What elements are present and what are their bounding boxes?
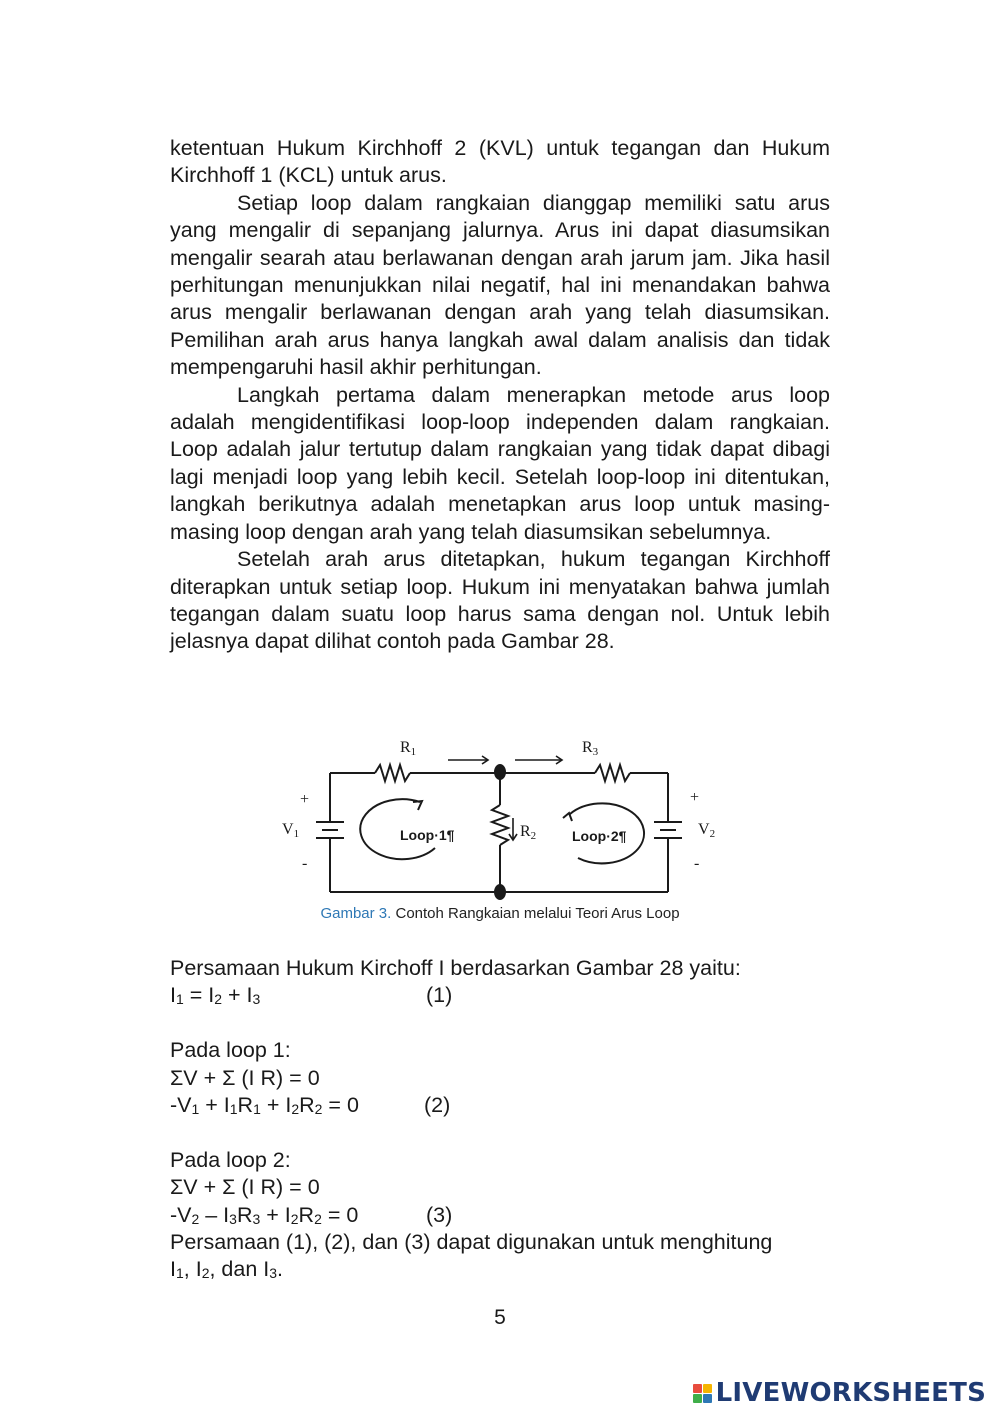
battery-v2 bbox=[654, 822, 682, 838]
loop1-arrow-head bbox=[413, 801, 422, 810]
junction-node bbox=[494, 884, 506, 900]
loop1-title: Pada loop 1: bbox=[170, 1038, 291, 1063]
page-number: 5 bbox=[494, 1306, 506, 1329]
sum-equation: ΣV + Σ (I R) = 0 bbox=[170, 1175, 320, 1200]
resistor-r2 bbox=[492, 805, 508, 845]
brand-logo bbox=[693, 1378, 986, 1408]
sum-equation: ΣV + Σ (I R) = 0 bbox=[170, 1065, 320, 1090]
label-r2: R2 bbox=[520, 823, 537, 842]
liveworksheets-icon bbox=[693, 1384, 712, 1403]
paragraph: Setiap loop dalam rangkaian dianggap memiliki satu arus yang mengalir di sepanjang jalurnya. Arus ini dapat diasumsikan mengalir searah atau berlawanan dengan arah jarum jam. Jika hasil perhitungan menunjukkan nilai negatif, hal ini menandakan bahwa arus mengalir berlawanan dengan arah yang telah diasumsikan. Pemilihan arah arus hanya langkah awal dalam analisis dan tidak mempengaruhi hasil akhir perhitungan. bbox=[170, 190, 830, 380]
loop1-label: Loop·1¶ bbox=[400, 827, 455, 843]
closing-text: Persamaan (1), (2), dan (3) dapat digunakan untuk menghitung bbox=[170, 1229, 773, 1254]
equation-number: (1) bbox=[426, 983, 453, 1008]
battery-v1 bbox=[316, 822, 344, 838]
label-v1-plus: + bbox=[300, 791, 310, 808]
equation-1: $I_1 = I_2 + I_3$ (1) bbox=[170, 982, 850, 1009]
equation-number: (3) bbox=[426, 1202, 453, 1227]
caption-text: Contoh Rangkaian melalui Teori Arus Loop bbox=[391, 905, 680, 922]
equations-section bbox=[170, 955, 850, 1284]
brand-text: LIVEWORKSHEETS bbox=[715, 1378, 986, 1408]
paragraph: ketentuan Hukum Kirchhoff 2 (KVL) untuk tegangan dan Hukum Kirchhoff 1 (KCL) untuk arus. bbox=[170, 136, 830, 188]
resistor-r1 bbox=[375, 765, 410, 781]
equation-number: (2) bbox=[424, 1092, 451, 1117]
equation-2: $-V_1 + I_1R_1 + I_2R_2 = 0$ (2) bbox=[170, 1092, 850, 1119]
label-v2-minus: - bbox=[694, 855, 700, 872]
caption-label: Gambar 3. bbox=[320, 905, 392, 922]
label-v1-minus: - bbox=[302, 855, 308, 872]
loop2-title: Pada loop 2: bbox=[170, 1147, 291, 1172]
resistor-r3 bbox=[595, 765, 630, 781]
loop2-label: Loop·2¶ bbox=[572, 828, 627, 844]
label-v2: V2 bbox=[698, 821, 716, 840]
circuit-diagram bbox=[270, 730, 730, 900]
label-v1: V1 bbox=[282, 821, 300, 840]
figure-caption bbox=[0, 905, 1000, 922]
label-r1: R1 bbox=[400, 739, 417, 758]
paragraph: Langkah pertama dalam menerapkan metode arus loop adalah mengidentifikasi loop-loop independen dalam rangkaian. Loop adalah jalur tertutup dalam rangkaian yang tidak dapat dibagi lagi menjadi loop yang lebih kecil. Setelah loop-loop ini ditentukan, langkah berikutnya adalah menetapkan arus loop untuk masing-masing loop dengan arah yang telah diasumsikan sebelumnya. bbox=[170, 382, 830, 544]
circuit-figure bbox=[270, 730, 730, 900]
label-r3: R3 bbox=[582, 739, 599, 758]
paragraph: Setelah arah arus ditetapkan, hukum tegangan Kirchhoff diterapkan untuk setiap loop. Hukum ini menyatakan bahwa jumlah tegangan dalam suatu loop harus sama dengan nol. Untuk lebih jelasnya dapat dilihat contoh pada Gambar 28. bbox=[170, 547, 830, 654]
equation-3: $-V_2 - I_3R_3 + I_2R_2 = 0$ (3) bbox=[170, 1202, 850, 1229]
junction-node bbox=[494, 764, 506, 780]
body-text bbox=[170, 135, 830, 656]
equations-intro: Persamaan Hukum Kirchoff I berdasarkan Gambar 28 yaitu: bbox=[170, 956, 741, 980]
label-v2-plus: + bbox=[690, 789, 700, 806]
closing-variables: $I_1$, $I_2$, dan $I_3$. bbox=[170, 1257, 283, 1282]
